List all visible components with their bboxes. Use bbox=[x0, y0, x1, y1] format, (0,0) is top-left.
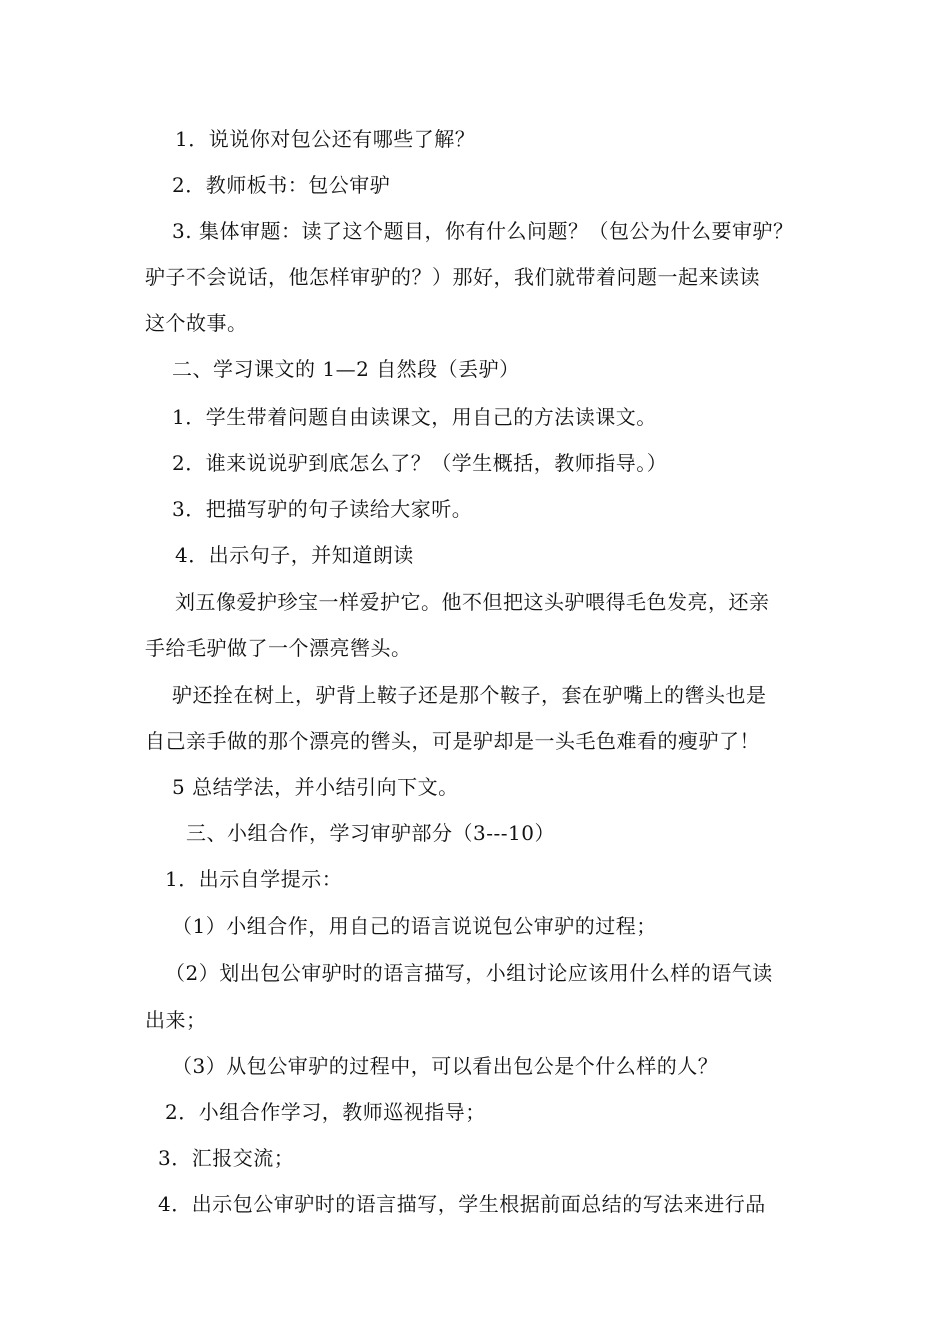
text-line: 5 总结学法，并小结引向下文。 bbox=[172, 775, 459, 799]
text-line: 3．汇报交流； bbox=[158, 1146, 295, 1170]
section-heading: 二、学习课文的 1—2 自然段（丢驴） bbox=[172, 357, 520, 381]
text-line: 4．出示句子，并知道朗读 bbox=[175, 543, 414, 567]
text-line: 4．出示包公审驴时的语言描写，学生根据前面总结的写法来进行品 bbox=[158, 1192, 766, 1216]
text-line: （1）小组合作，用自己的语言说说包公审驴的过程； bbox=[172, 914, 657, 938]
text-line: （3）从包公审驴的过程中，可以看出包公是个什么样的人？ bbox=[172, 1054, 719, 1078]
text-line: 1．学生带着问题自由读课文，用自己的方法读课文。 bbox=[172, 405, 657, 429]
text-line: 这个故事。 bbox=[145, 311, 248, 335]
text-line: 刘五像爱护珍宝一样爱护它。他不但把这头驴喂得毛色发亮，还亲 bbox=[175, 590, 770, 614]
text-line: 2．教师板书：包公审驴 bbox=[172, 173, 391, 197]
text-line: （2）划出包公审驴时的语言描写，小组讨论应该用什么样的语气读 bbox=[165, 961, 773, 985]
text-line: 1．出示自学提示： bbox=[165, 867, 343, 891]
text-line: 3. 集体审题：读了这个题目，你有什么问题？（包公为什么要审驴？ bbox=[172, 219, 794, 243]
text-line: 驴还拴在树上，驴背上鞍子还是那个鞍子，套在驴嘴上的辔头也是 bbox=[172, 683, 767, 707]
text-line: 手给毛驴做了一个漂亮辔头。 bbox=[145, 636, 412, 660]
text-line: 出来； bbox=[145, 1008, 207, 1032]
text-line: 驴子不会说话，他怎样审驴的？）那好，我们就带着问题一起来读读 bbox=[145, 265, 760, 289]
text-line: 2．小组合作学习，教师巡视指导； bbox=[165, 1100, 486, 1124]
text-line: 3．把描写驴的句子读给大家听。 bbox=[172, 497, 473, 521]
text-line: 1．说说你对包公还有哪些了解？ bbox=[175, 127, 476, 151]
text-line: 2．谁来说说驴到底怎么了？（学生概括，教师指导。） bbox=[172, 451, 668, 475]
section-heading: 三、小组合作，学习审驴部分（3---10） bbox=[186, 821, 555, 845]
text-line: 自己亲手做的那个漂亮的辔头，可是驴却是一头毛色难看的瘦驴了！ bbox=[145, 729, 760, 753]
